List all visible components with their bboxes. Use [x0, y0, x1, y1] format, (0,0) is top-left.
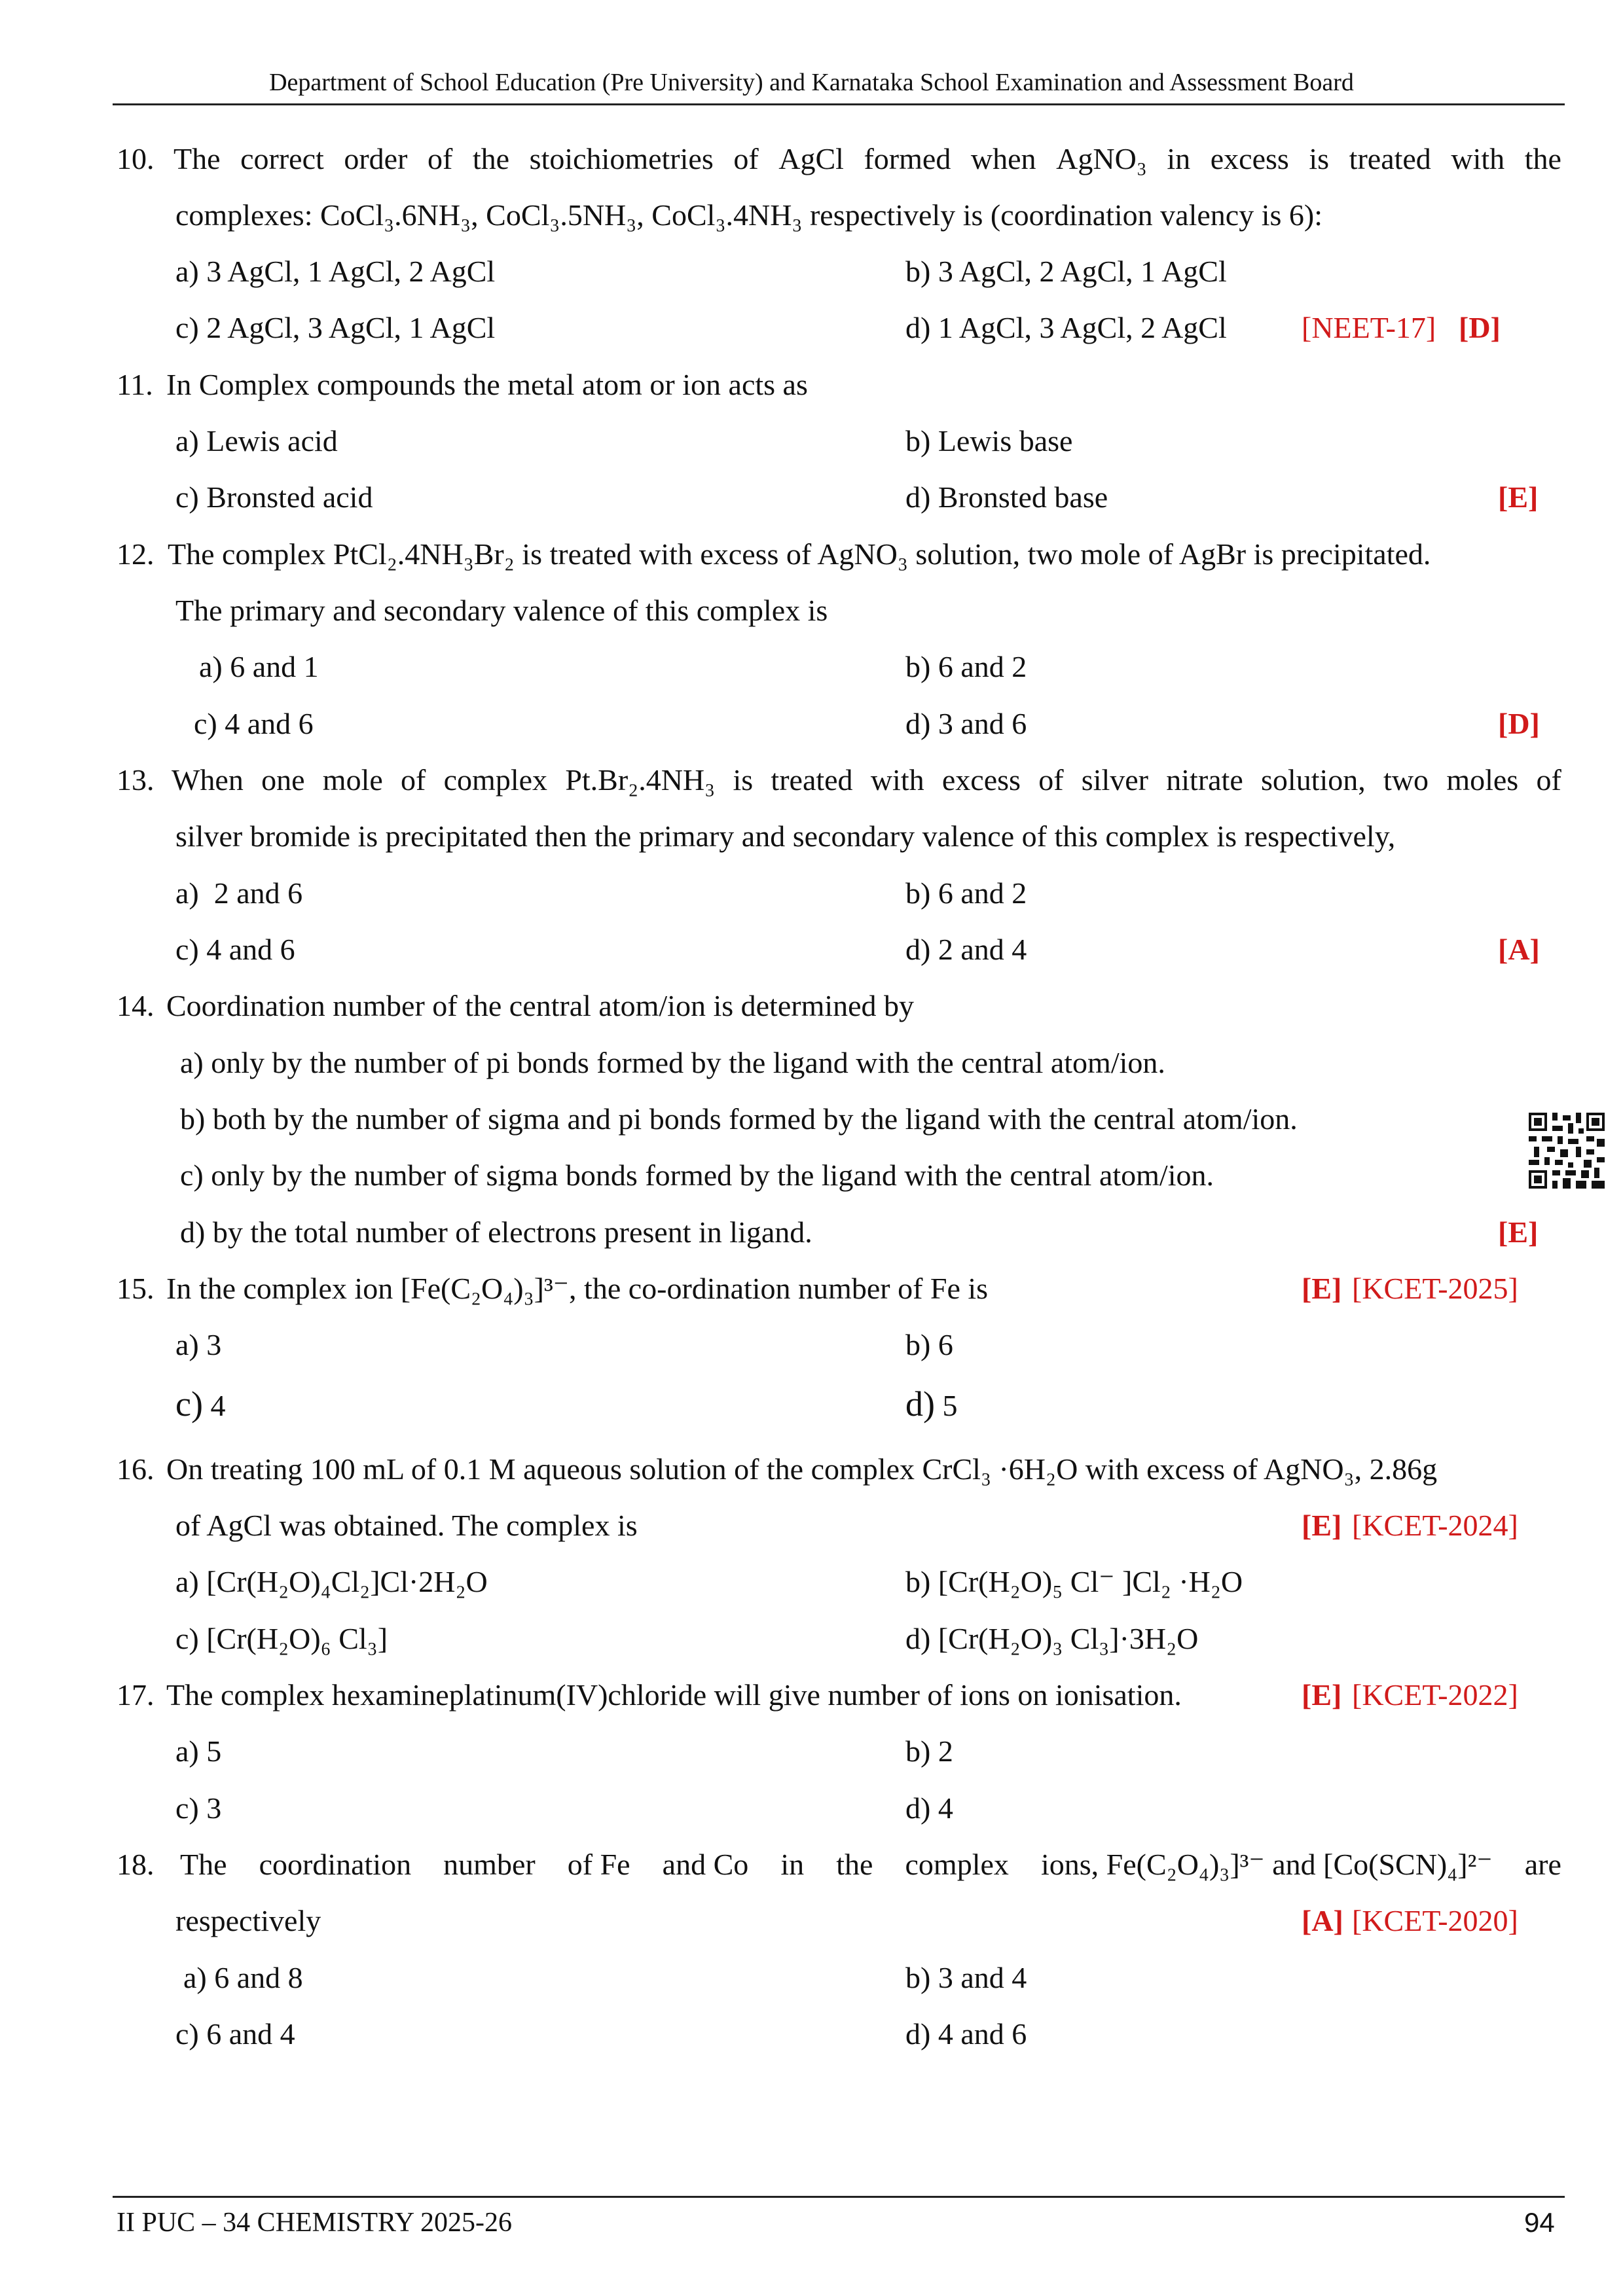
question-11-option-b: b) Lewis base [905, 424, 1073, 457]
question-18-option-c: c) 6 and 4 [175, 2017, 295, 2051]
question-17-number: 17. [117, 1678, 155, 1712]
question-10-number: 10. [117, 142, 155, 175]
question-11-number: 11. [117, 368, 153, 401]
question-12-number: 12. [117, 537, 155, 571]
question-10-line1: The correct order of the stoichiometries of AgCl formed when AgNO₃ in excess is treated with the [173, 142, 1561, 175]
question-14-option-d: d) by the total number of electrons present in ligand. [180, 1215, 812, 1249]
question-18-answer: [A] [1302, 1904, 1343, 1937]
question-18-source-tag: [KCET-2020] [1352, 1904, 1518, 1937]
question-17-option-a: a) 5 [175, 1734, 222, 1768]
question-18-number: 18. [117, 1848, 155, 1881]
question-18-line2: respectively [175, 1904, 321, 1937]
question-14-answer: [E] [1498, 1215, 1539, 1249]
question-16-option-c: c) [Cr(H₂O)₆ Cl₃] [175, 1622, 388, 1655]
question-14-option-b: b) both by the number of sigma and pi bonds formed by the ligand with the central atom/ion. [180, 1102, 1298, 1136]
question-11-line1: In Complex compounds the metal atom or ion acts as [166, 368, 808, 401]
question-15-option-d: d) 5 [905, 1384, 958, 1424]
question-11-answer: [E] [1498, 480, 1539, 514]
question-15-source-tag: [KCET-2025] [1352, 1272, 1518, 1305]
question-13-line2: silver bromide is precipitated then the primary and secondary valence of this complex is respectively, [175, 819, 1396, 853]
question-17-option-b: b) 2 [905, 1734, 953, 1768]
question-10-answer: [D] [1459, 311, 1501, 344]
question-10-source-tag: [NEET-17] [1302, 311, 1436, 344]
header-rule [113, 103, 1565, 105]
question-15-option-c: c) 4 [175, 1384, 226, 1424]
question-17-answer: [E] [1302, 1678, 1342, 1712]
footer-course: II PUC – 34 CHEMISTRY 2025-26 [117, 2208, 512, 2238]
question-18-option-d: d) 4 and 6 [905, 2017, 1027, 2051]
question-17-source-tag: [KCET-2022] [1352, 1678, 1518, 1712]
question-18-option-b: b) 3 and 4 [905, 1961, 1027, 1994]
question-10-option-d: d) 1 AgCl, 3 AgCl, 2 AgCl [905, 311, 1227, 344]
question-13-option-c: c) 4 and 6 [175, 933, 295, 966]
footer-rule [113, 2196, 1565, 2198]
question-17-line1: The complex hexamineplatinum(IV)chloride will give number of ions on ionisation. [166, 1678, 1182, 1712]
question-16-source-tag: [KCET-2024] [1352, 1509, 1518, 1542]
question-14-number: 14. [117, 989, 155, 1022]
question-13-option-a: a) 2 and 6 [175, 876, 303, 910]
question-14-option-c: c) only by the number of sigma bonds formed by the ligand with the central atom/ion. [180, 1158, 1214, 1192]
question-15-option-a: a) 3 [175, 1328, 222, 1361]
question-10-option-b: b) 3 AgCl, 2 AgCl, 1 AgCl [905, 255, 1227, 288]
question-11-option-c: c) Bronsted acid [175, 480, 373, 514]
question-15-line1: In the complex ion [Fe(C₂O₄)₃]³⁻, the co-ordination number of Fe is [166, 1272, 989, 1305]
question-12-option-a: a) 6 and 1 [199, 650, 319, 683]
page-number: 94 [1524, 2207, 1555, 2238]
question-16-option-b: b) [Cr(H₂O)₅ Cl⁻ ]Cl₂ ·H₂O [905, 1565, 1243, 1598]
question-13-option-d: d) 2 and 4 [905, 933, 1027, 966]
question-17-option-c: c) 3 [175, 1791, 222, 1825]
question-14-line1: Coordination number of the central atom/ion is determined by [166, 989, 915, 1022]
question-13-answer: [A] [1498, 933, 1540, 966]
question-12-option-c: c) 4 and 6 [194, 707, 314, 740]
question-18-line1: The coordination number of Fe and Co in the complex ions, Fe(C₂O₄)₃]³⁻ and [Co(SCN)₄]²⁻ are [180, 1848, 1561, 1881]
question-12-option-b: b) 6 and 2 [905, 650, 1027, 683]
question-12-answer: [D] [1498, 707, 1540, 740]
question-13-option-b: b) 6 and 2 [905, 876, 1027, 910]
question-13-line1: When one mole of complex Pt.Br₂.4NH₃ is treated with excess of silver nitrate solution, two moles of [172, 763, 1561, 797]
question-11-option-d: d) Bronsted base [905, 480, 1108, 514]
question-16-option-a: a) [Cr(H₂O)₄Cl₂]Cl·2H₂O [175, 1565, 488, 1598]
question-16-answer: [E] [1302, 1509, 1342, 1542]
question-13-number: 13. [117, 763, 155, 797]
question-11-option-a: a) Lewis acid [175, 424, 338, 457]
page-header: Department of School Education (Pre University) and Karnataka School Examination and Assessment Board [269, 69, 1354, 96]
question-16-number: 16. [117, 1452, 155, 1486]
question-18-option-a: a) 6 and 8 [183, 1961, 303, 1994]
question-16-line2: of AgCl was obtained. The complex is [175, 1509, 638, 1542]
question-12-line1: The complex PtCl₂.4NH₃Br₂ is treated with excess of AgNO₃ solution, two mole of AgBr is precipitated. [168, 537, 1431, 571]
question-10-line2: complexes: CoCl₃.6NH₃, CoCl₃.5NH₃, CoCl₃.4NH₃ respectively is (coordination valency is 6): [175, 198, 1322, 232]
question-16-option-d: d) [Cr(H₂O)₃ Cl₃]·3H₂O [905, 1622, 1199, 1655]
question-15-option-b: b) 6 [905, 1328, 953, 1361]
question-15-answer: [E] [1302, 1272, 1342, 1305]
question-10-option-a: a) 3 AgCl, 1 AgCl, 2 AgCl [175, 255, 496, 288]
question-17-option-d: d) 4 [905, 1791, 953, 1825]
question-14-option-a: a) only by the number of pi bonds formed by the ligand with the central atom/ion. [180, 1046, 1165, 1079]
question-15-number: 15. [117, 1272, 155, 1305]
question-12-line2: The primary and secondary valence of this complex is [175, 594, 828, 627]
question-12-option-d: d) 3 and 6 [905, 707, 1027, 740]
qr-code-icon [1529, 1113, 1605, 1189]
question-10-option-c: c) 2 AgCl, 3 AgCl, 1 AgCl [175, 311, 496, 344]
question-16-line1: On treating 100 mL of 0.1 M aqueous solution of the complex CrCl₃ ·6H₂O with excess of AgNO₃, 2.86g [166, 1452, 1438, 1486]
